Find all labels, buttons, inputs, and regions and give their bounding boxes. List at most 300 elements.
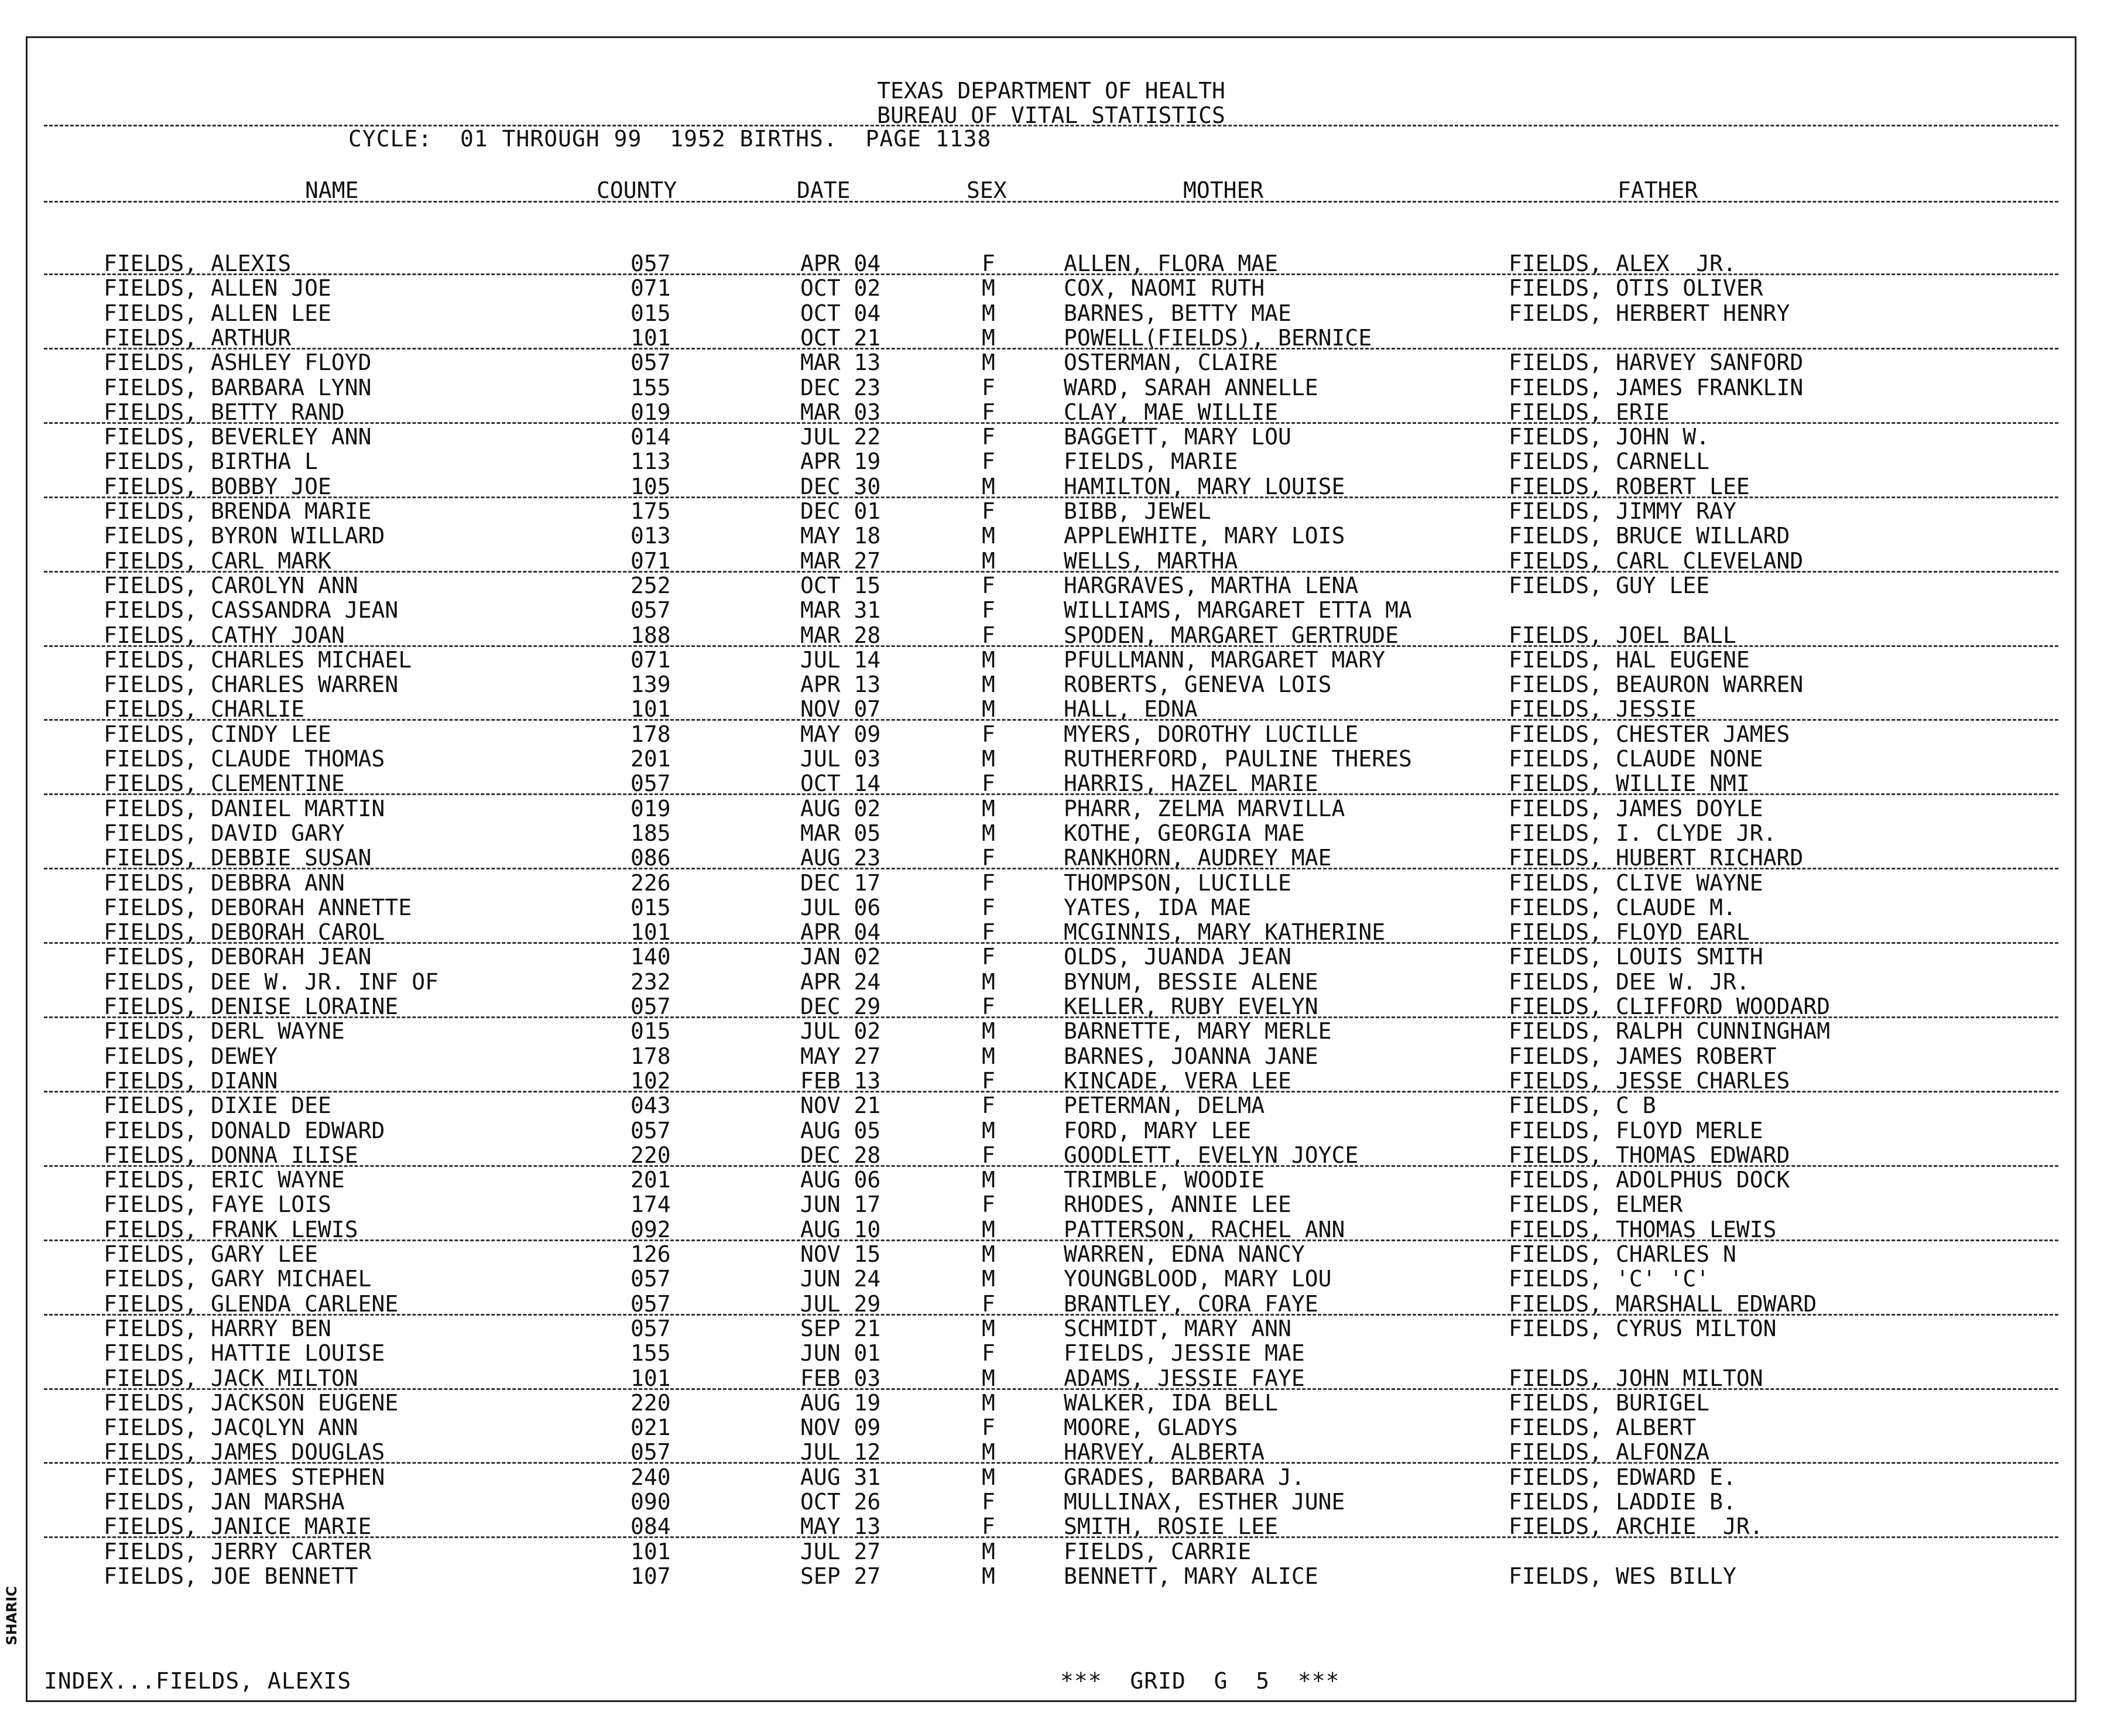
cell-mother: ROBERTS, GENEVA LOIS xyxy=(1064,672,1332,698)
cell-date: AUG 05 xyxy=(800,1117,881,1143)
cell-mother: PHARR, ZELMA MARVILLA xyxy=(1064,795,1345,821)
cell-father: FIELDS, THOMAS LEWIS xyxy=(1509,1216,1777,1242)
cell-county: 175 xyxy=(630,498,671,524)
cell-mother: SPODEN, MARGARET GERTRUDE xyxy=(1064,622,1399,648)
table-row xyxy=(28,1341,2075,1365)
table-row xyxy=(28,1266,2075,1291)
cell-father: FIELDS, BURIGEL xyxy=(1509,1389,1710,1416)
cell-date: NOV 21 xyxy=(800,1093,881,1119)
col-name: NAME xyxy=(305,177,359,203)
cell-name: FIELDS, JACK MILTON xyxy=(104,1365,358,1391)
cell-name: FIELDS, CINDY LEE xyxy=(104,721,331,747)
cell-father: FIELDS, ADOLPHUS DOCK xyxy=(1509,1167,1790,1193)
cell-sex: M xyxy=(982,1439,995,1466)
cell-date: MAR 27 xyxy=(800,547,881,574)
cell-date: APR 13 xyxy=(800,672,881,698)
cell-date: OCT 21 xyxy=(800,324,881,351)
cell-date: JAN 02 xyxy=(800,944,881,970)
cell-father: FIELDS, EDWARD E. xyxy=(1509,1464,1736,1490)
cell-sex: M xyxy=(982,1315,995,1341)
table-row xyxy=(28,1143,2075,1167)
cell-father: FIELDS, CLAUDE NONE xyxy=(1509,746,1763,772)
cell-name: FIELDS, HARRY BEN xyxy=(104,1315,331,1341)
cell-sex: M xyxy=(982,1563,995,1589)
table-row xyxy=(28,845,2075,870)
cell-sex: F xyxy=(982,424,995,450)
table-row xyxy=(28,697,2075,721)
col-mother: MOTHER xyxy=(1183,177,1264,203)
cell-father: FIELDS, HERBERT HENRY xyxy=(1509,300,1790,326)
cell-county: 201 xyxy=(630,1167,671,1193)
cell-county: 105 xyxy=(630,473,671,499)
cell-county: 185 xyxy=(630,820,671,846)
table-row xyxy=(28,424,2075,449)
header-title: TEXAS DEPARTMENT OF HEALTH xyxy=(877,78,1225,104)
cell-date: JUL 02 xyxy=(800,1018,881,1045)
cell-name: FIELDS, JOE BENNETT xyxy=(104,1563,358,1589)
cell-date: SEP 27 xyxy=(800,1563,881,1589)
table-row xyxy=(28,970,2075,994)
cell-date: JUL 03 xyxy=(800,746,881,772)
cell-county: 057 xyxy=(630,1290,671,1317)
cell-date: DEC 30 xyxy=(800,473,881,499)
cell-date: NOV 09 xyxy=(800,1415,881,1441)
cell-sex: F xyxy=(982,251,995,276)
cell-father: FIELDS, CARNELL xyxy=(1509,448,1710,475)
cell-name: FIELDS, BYRON WILLARD xyxy=(104,523,385,549)
cell-name: FIELDS, DAVID GARY xyxy=(104,820,345,846)
table-row xyxy=(28,821,2075,845)
cell-date: JUL 29 xyxy=(800,1290,881,1317)
cell-date: MAR 03 xyxy=(800,399,881,425)
cell-sex: F xyxy=(982,622,995,648)
table-row xyxy=(28,1292,2075,1316)
cell-county: 101 xyxy=(630,919,671,946)
cell-father: FIELDS, JESSE CHARLES xyxy=(1509,1067,1790,1094)
cell-county: 201 xyxy=(630,746,671,772)
cell-county: 071 xyxy=(630,646,671,673)
cell-date: AUG 19 xyxy=(800,1389,881,1416)
grid-footer: *** GRID G 5 *** xyxy=(1060,1668,1340,1694)
cell-county: 057 xyxy=(630,1315,671,1341)
cell-father: FIELDS, CHARLES N xyxy=(1509,1241,1736,1267)
cell-county: 155 xyxy=(630,374,671,400)
cell-father: FIELDS, ELMER xyxy=(1509,1191,1683,1218)
cell-mother: YATES, IDA MAE xyxy=(1064,894,1252,920)
cell-date: JUN 17 xyxy=(800,1191,881,1218)
cell-sex: F xyxy=(982,374,995,400)
cell-mother: OLDS, JUANDA JEAN xyxy=(1064,944,1291,970)
cell-sex: F xyxy=(982,399,995,425)
table-row xyxy=(28,251,2075,276)
cell-mother: PFULLMANN, MARGARET MARY xyxy=(1064,646,1386,673)
table-row xyxy=(28,1093,2075,1118)
cell-mother: GRADES, BARBARA J. xyxy=(1064,1464,1305,1490)
cell-name: FIELDS, JERRY CARTER xyxy=(104,1538,372,1564)
cell-father: FIELDS, ROBERT LEE xyxy=(1509,473,1750,499)
cell-father: FIELDS, BEAURON WARREN xyxy=(1509,672,1804,698)
table-row xyxy=(28,1490,2075,1514)
cell-mother: WARD, SARAH ANNELLE xyxy=(1064,374,1318,400)
cell-sex: M xyxy=(982,1117,995,1143)
cell-county: 220 xyxy=(630,1142,671,1168)
cell-date: APR 24 xyxy=(800,968,881,995)
cell-sex: M xyxy=(982,1018,995,1045)
cell-county: 226 xyxy=(630,869,671,896)
cell-date: MAR 13 xyxy=(800,350,881,376)
cell-father: FIELDS, CLIVE WAYNE xyxy=(1509,869,1763,896)
cell-date: NOV 07 xyxy=(800,696,881,723)
cell-county: 057 xyxy=(630,771,671,797)
cell-name: FIELDS, JAMES STEPHEN xyxy=(104,1464,385,1490)
cell-name: FIELDS, DEBBIE SUSAN xyxy=(104,845,372,871)
cell-name: FIELDS, DIXIE DEE xyxy=(104,1093,331,1119)
header-bureau: BUREAU OF VITAL STATISTICS xyxy=(877,102,1225,128)
cell-name: FIELDS, CATHY JOAN xyxy=(104,622,345,648)
cell-sex: M xyxy=(982,1043,995,1069)
cell-sex: M xyxy=(982,1216,995,1242)
cell-date: DEC 01 xyxy=(800,498,881,524)
cell-sex: F xyxy=(982,845,995,871)
cell-name: FIELDS, JACQLYN ANN xyxy=(104,1415,358,1441)
cell-name: FIELDS, ALLEN LEE xyxy=(104,300,331,326)
cell-mother: ALLEN, FLORA MAE xyxy=(1064,251,1279,276)
cell-county: 101 xyxy=(630,696,671,723)
cell-county: 013 xyxy=(630,523,671,549)
table-row xyxy=(28,1465,2075,1490)
cell-sex: M xyxy=(982,672,995,698)
cell-sex: M xyxy=(982,820,995,846)
table-row xyxy=(28,672,2075,697)
cell-date: AUG 10 xyxy=(800,1216,881,1242)
cell-father: FIELDS, LADDIE B. xyxy=(1509,1489,1736,1515)
cell-county: 057 xyxy=(630,1117,671,1143)
cell-name: FIELDS, ERIC WAYNE xyxy=(104,1167,345,1193)
cell-father: FIELDS, DEE W. JR. xyxy=(1509,968,1750,995)
cell-date: DEC 29 xyxy=(800,994,881,1019)
cell-name: FIELDS, DIANN xyxy=(104,1067,278,1094)
table-row xyxy=(28,1440,2075,1464)
cell-mother: WILLIAMS, MARGARET ETTA MA xyxy=(1064,597,1412,624)
cycle-line: CYCLE: 01 THROUGH 99 1952 BIRTHS. PAGE 1138 xyxy=(348,126,992,152)
cell-sex: F xyxy=(982,1067,995,1094)
cell-date: SEP 21 xyxy=(800,1315,881,1341)
col-county: COUNTY xyxy=(597,177,677,203)
cell-sex: F xyxy=(982,1489,995,1515)
cell-county: 019 xyxy=(630,399,671,425)
cell-name: FIELDS, CHARLIE xyxy=(104,696,305,723)
cell-mother: WALKER, IDA BELL xyxy=(1064,1389,1279,1416)
cell-name: FIELDS, GARY LEE xyxy=(104,1241,318,1267)
table-row xyxy=(28,994,2075,1019)
cell-sex: M xyxy=(982,523,995,549)
cell-sex: M xyxy=(982,968,995,995)
cell-father: FIELDS, THOMAS EDWARD xyxy=(1509,1142,1790,1168)
table-row xyxy=(28,1044,2075,1069)
cell-father: FIELDS, CLAUDE M. xyxy=(1509,894,1736,920)
cell-mother: OSTERMAN, CLAIRE xyxy=(1064,350,1279,376)
cell-father: FIELDS, HARVEY SANFORD xyxy=(1509,350,1804,376)
cell-father: FIELDS, HUBERT RICHARD xyxy=(1509,845,1804,871)
cell-county: 174 xyxy=(630,1191,671,1218)
table-row xyxy=(28,648,2075,672)
cell-county: 126 xyxy=(630,1241,671,1267)
cell-father: FIELDS, JOEL BALL xyxy=(1509,622,1736,648)
cell-mother: FIELDS, MARIE xyxy=(1064,448,1238,475)
cell-county: 220 xyxy=(630,1389,671,1416)
cell-father: FIELDS, MARSHALL EDWARD xyxy=(1509,1290,1817,1317)
cell-name: FIELDS, JAN MARSHA xyxy=(104,1489,345,1515)
cell-name: FIELDS, FRANK LEWIS xyxy=(104,1216,358,1242)
index-footer: INDEX...FIELDS, ALEXIS xyxy=(44,1668,352,1694)
cell-mother: MYERS, DOROTHY LUCILLE xyxy=(1064,721,1359,747)
cell-county: 057 xyxy=(630,251,671,276)
cell-county: 019 xyxy=(630,795,671,821)
table-row xyxy=(28,1514,2075,1539)
cell-mother: APPLEWHITE, MARY LOIS xyxy=(1064,523,1345,549)
cell-sex: F xyxy=(982,721,995,747)
table-row xyxy=(28,1564,2075,1588)
cell-date: APR 04 xyxy=(800,251,881,276)
cell-county: 101 xyxy=(630,1538,671,1564)
table-row xyxy=(28,1118,2075,1143)
cell-mother: KINCADE, VERA LEE xyxy=(1064,1067,1291,1094)
col-sex: SEX xyxy=(967,177,1007,203)
cell-county: 015 xyxy=(630,1018,671,1045)
cell-mother: BENNETT, MARY ALICE xyxy=(1064,1563,1318,1589)
cell-county: 092 xyxy=(630,1216,671,1242)
table-row xyxy=(28,1217,2075,1242)
cell-sex: F xyxy=(982,771,995,797)
cell-name: FIELDS, JANICE MARIE xyxy=(104,1514,372,1540)
cell-county: 252 xyxy=(630,572,671,598)
cell-father: FIELDS, ERIE xyxy=(1509,399,1670,425)
cell-mother: RUTHERFORD, PAULINE THERES xyxy=(1064,746,1412,772)
cell-name: FIELDS, BARBARA LYNN xyxy=(104,374,372,400)
cell-name: FIELDS, HATTIE LOUISE xyxy=(104,1340,385,1367)
table-row xyxy=(28,598,2075,622)
table-row xyxy=(28,474,2075,499)
cell-sex: M xyxy=(982,646,995,673)
cell-father: FIELDS, JAMES ROBERT xyxy=(1509,1043,1777,1069)
header-rule xyxy=(44,125,2058,126)
cell-county: 071 xyxy=(630,275,671,302)
cell-date: OCT 26 xyxy=(800,1489,881,1515)
cell-county: 178 xyxy=(630,1043,671,1069)
cell-name: FIELDS, DONALD EDWARD xyxy=(104,1117,385,1143)
cell-name: FIELDS, JACKSON EUGENE xyxy=(104,1389,399,1416)
cell-county: 113 xyxy=(630,448,671,475)
cell-date: JUL 12 xyxy=(800,1439,881,1466)
cell-mother: MOORE, GLADYS xyxy=(1064,1415,1238,1441)
cell-date: OCT 02 xyxy=(800,275,881,302)
cell-county: 178 xyxy=(630,721,671,747)
cell-sex: F xyxy=(982,498,995,524)
cell-date: JUN 24 xyxy=(800,1266,881,1292)
cell-name: FIELDS, DEBORAH ANNETTE xyxy=(104,894,412,920)
cell-name: FIELDS, DONNA ILISE xyxy=(104,1142,358,1168)
cell-date: FEB 13 xyxy=(800,1067,881,1094)
ledger-page xyxy=(26,36,2076,1702)
cell-sex: F xyxy=(982,1142,995,1168)
cell-mother: TRIMBLE, WOODIE xyxy=(1064,1167,1265,1193)
cell-county: 084 xyxy=(630,1514,671,1540)
cell-father: FIELDS, CYRUS MILTON xyxy=(1509,1315,1777,1341)
table-row xyxy=(28,301,2075,326)
cell-name: FIELDS, DEE W. JR. INF OF xyxy=(104,968,438,995)
cell-mother: FIELDS, JESSIE MAE xyxy=(1064,1340,1305,1367)
table-row xyxy=(28,400,2075,424)
table-row xyxy=(28,771,2075,796)
cell-sex: F xyxy=(982,944,995,970)
cell-sex: M xyxy=(982,1266,995,1292)
table-row xyxy=(28,895,2075,920)
cell-mother: BARNETTE, MARY MERLE xyxy=(1064,1018,1332,1045)
cell-sex: M xyxy=(982,1464,995,1490)
cell-mother: KOTHE, GEORGIA MAE xyxy=(1064,820,1305,846)
cell-father: FIELDS, CARL CLEVELAND xyxy=(1509,547,1804,574)
cell-sex: M xyxy=(982,1538,995,1564)
cell-date: DEC 28 xyxy=(800,1142,881,1168)
table-row xyxy=(28,796,2075,821)
cell-father: FIELDS, JOHN W. xyxy=(1509,424,1710,450)
cell-name: FIELDS, JAMES DOUGLAS xyxy=(104,1439,385,1466)
cell-county: 101 xyxy=(630,1365,671,1391)
cell-date: AUG 06 xyxy=(800,1167,881,1193)
cell-father: FIELDS, 'C' 'C' xyxy=(1509,1266,1710,1292)
table-row xyxy=(28,1167,2075,1192)
cell-name: FIELDS, GLENDA CARLENE xyxy=(104,1290,399,1317)
side-label: SHARIC xyxy=(4,1586,20,1645)
cell-father: FIELDS, JAMES DOYLE xyxy=(1509,795,1763,821)
cell-father: FIELDS, C B xyxy=(1509,1093,1656,1119)
cell-sex: M xyxy=(982,746,995,772)
table-row xyxy=(28,944,2075,969)
cell-sex: F xyxy=(982,994,995,1019)
cell-mother: BARNES, JOANNA JANE xyxy=(1064,1043,1318,1069)
cell-sex: M xyxy=(982,1241,995,1267)
cell-mother: YOUNGBLOOD, MARY LOU xyxy=(1064,1266,1332,1292)
cell-sex: M xyxy=(982,275,995,302)
table-row xyxy=(28,1192,2075,1217)
cell-father: FIELDS, OTIS OLIVER xyxy=(1509,275,1763,302)
cell-date: APR 04 xyxy=(800,919,881,946)
cell-date: OCT 04 xyxy=(800,300,881,326)
cell-mother: CLAY, MAE WILLIE xyxy=(1064,399,1279,425)
cell-father: FIELDS, ALFONZA xyxy=(1509,1439,1710,1466)
col-father: FATHER xyxy=(1618,177,1698,203)
table-row xyxy=(28,499,2075,523)
cell-county: 139 xyxy=(630,672,671,698)
cell-name: FIELDS, DEBORAH JEAN xyxy=(104,944,372,970)
cell-sex: F xyxy=(982,572,995,598)
cell-sex: F xyxy=(982,1290,995,1317)
cell-mother: WELLS, MARTHA xyxy=(1064,547,1238,574)
cell-date: AUG 23 xyxy=(800,845,881,871)
cell-date: JUL 22 xyxy=(800,424,881,450)
cell-county: 090 xyxy=(630,1489,671,1515)
cell-name: FIELDS, CARL MARK xyxy=(104,547,331,574)
cell-name: FIELDS, ARTHUR xyxy=(104,324,292,351)
cell-date: JUL 06 xyxy=(800,894,881,920)
cell-date: OCT 15 xyxy=(800,572,881,598)
cell-mother: WARREN, EDNA NANCY xyxy=(1064,1241,1305,1267)
cell-county: 057 xyxy=(630,597,671,624)
cell-mother: MCGINNIS, MARY KATHERINE xyxy=(1064,919,1386,946)
cell-county: 057 xyxy=(630,1439,671,1466)
table-row xyxy=(28,1366,2075,1391)
cell-father: FIELDS, RALPH CUNNINGHAM xyxy=(1509,1018,1831,1045)
cell-father: FIELDS, ALBERT xyxy=(1509,1415,1697,1441)
cell-father: FIELDS, ARCHIE JR. xyxy=(1509,1514,1763,1540)
cell-county: 057 xyxy=(630,1266,671,1292)
cell-county: 140 xyxy=(630,944,671,970)
cell-father: FIELDS, GUY LEE xyxy=(1509,572,1710,598)
cell-sex: M xyxy=(982,473,995,499)
cell-county: 240 xyxy=(630,1464,671,1490)
cell-name: FIELDS, ALLEN JOE xyxy=(104,275,331,302)
table-row xyxy=(28,871,2075,895)
cell-mother: KELLER, RUBY EVELYN xyxy=(1064,994,1318,1019)
cell-date: MAY 27 xyxy=(800,1043,881,1069)
cell-father: FIELDS, FLOYD MERLE xyxy=(1509,1117,1763,1143)
col-date: DATE xyxy=(797,177,851,203)
cell-sex: F xyxy=(982,1191,995,1218)
cell-county: 021 xyxy=(630,1415,671,1441)
cell-sex: F xyxy=(982,448,995,475)
cell-date: AUG 31 xyxy=(800,1464,881,1490)
table-row xyxy=(28,1069,2075,1093)
cell-county: 015 xyxy=(630,300,671,326)
table-row xyxy=(28,1242,2075,1266)
cell-name: FIELDS, BRENDA MARIE xyxy=(104,498,372,524)
table-row xyxy=(28,276,2075,300)
cell-mother: BYNUM, BESSIE ALENE xyxy=(1064,968,1318,995)
cell-name: FIELDS, CLEMENTINE xyxy=(104,771,345,797)
cell-name: FIELDS, BOBBY JOE xyxy=(104,473,331,499)
cell-name: FIELDS, FAYE LOIS xyxy=(104,1191,331,1218)
table-row xyxy=(28,523,2075,548)
cell-county: 057 xyxy=(630,350,671,376)
cell-mother: SCHMIDT, MARY ANN xyxy=(1064,1315,1291,1341)
cell-mother: PATTERSON, RACHEL ANN xyxy=(1064,1216,1345,1242)
table-row xyxy=(28,920,2075,944)
column-rule xyxy=(44,201,2058,203)
cell-sex: M xyxy=(982,1389,995,1416)
table-row xyxy=(28,449,2075,474)
cell-father: FIELDS, CLIFFORD WOODARD xyxy=(1509,994,1831,1019)
cell-sex: F xyxy=(982,869,995,896)
table-row xyxy=(28,1391,2075,1415)
cell-name: FIELDS, CLAUDE THOMAS xyxy=(104,746,385,772)
cell-name: FIELDS, DERL WAYNE xyxy=(104,1018,345,1045)
cell-mother: BRANTLEY, CORA FAYE xyxy=(1064,1290,1318,1317)
cell-date: DEC 23 xyxy=(800,374,881,400)
cell-date: MAY 09 xyxy=(800,721,881,747)
table-row xyxy=(28,1019,2075,1043)
table-row xyxy=(28,375,2075,400)
cell-sex: M xyxy=(982,795,995,821)
cell-mother: FIELDS, CARRIE xyxy=(1064,1538,1252,1564)
cell-father: FIELDS, LOUIS SMITH xyxy=(1509,944,1763,970)
table-row xyxy=(28,573,2075,598)
cell-name: FIELDS, ASHLEY FLOYD xyxy=(104,350,372,376)
cell-date: MAR 28 xyxy=(800,622,881,648)
cell-sex: F xyxy=(982,1340,995,1367)
cell-date: MAY 18 xyxy=(800,523,881,549)
cell-county: 101 xyxy=(630,324,671,351)
cell-sex: M xyxy=(982,696,995,723)
